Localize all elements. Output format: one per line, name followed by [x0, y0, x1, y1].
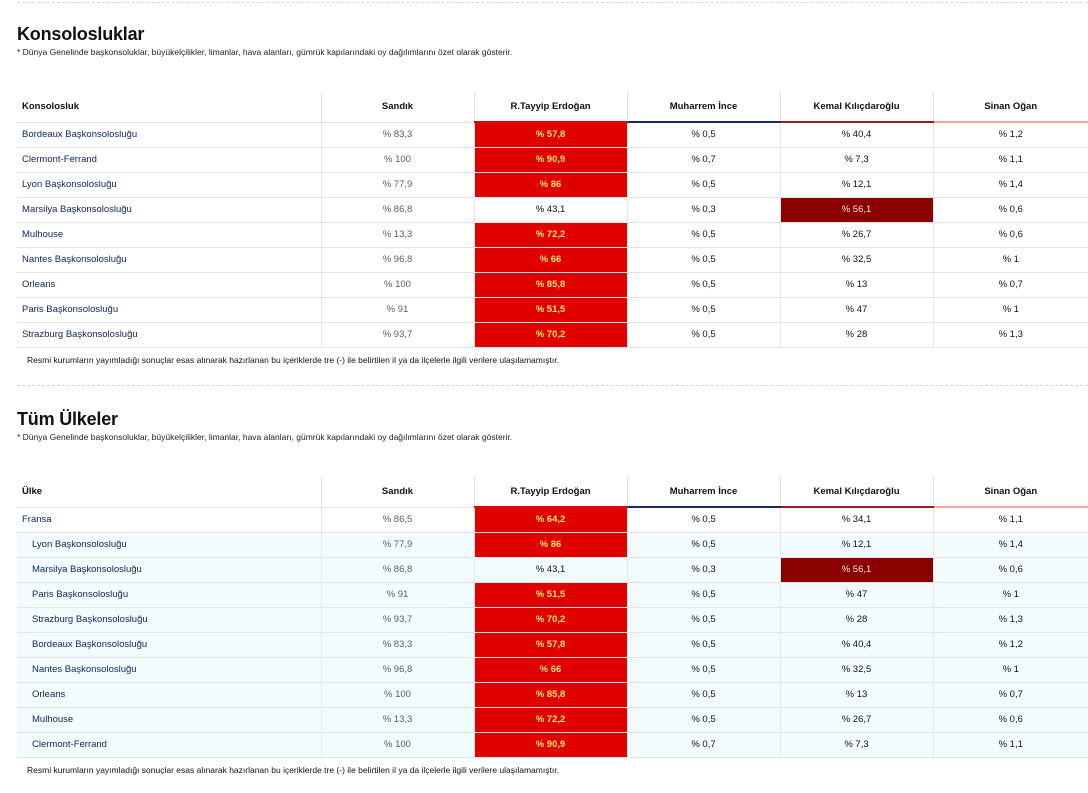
column-header-sandik[interactable]: Sandık [321, 92, 474, 122]
ince-cell: % 0,5 [627, 682, 780, 707]
table-row[interactable] [17, 147, 1088, 172]
sandik-cell: % 77,9 [321, 532, 474, 557]
top-divider [17, 2, 1088, 3]
column-header-ulke[interactable]: Ülke [17, 477, 321, 507]
ogan-cell: % 0,6 [933, 707, 1088, 732]
table-row[interactable] [17, 732, 1088, 757]
ince-cell: % 0,5 [627, 122, 780, 147]
kilicdaroglu-cell: % 47 [780, 582, 933, 607]
table-row[interactable] [17, 297, 1088, 322]
sandik-cell: % 96,8 [321, 657, 474, 682]
section-subtitle-konsolosluklar: * Dünya Genelinde başkonsoluklar, büyükelçilikler, limanlar, hava alanları, gümrük kapılarındaki oy dağılımlarını özet olarak gösterir. [17, 47, 513, 57]
kilicdaroglu-cell: % 47 [780, 297, 933, 322]
erdogan-cell: % 66 [474, 247, 627, 272]
table-row[interactable] [17, 247, 1088, 272]
sandik-cell: % 100 [321, 147, 474, 172]
kilicdaroglu-cell: % 26,7 [780, 222, 933, 247]
ince-cell: % 0,5 [627, 607, 780, 632]
location-name-link[interactable]: Marsilya Başkonsolosluğu [17, 197, 321, 222]
sandik-cell: % 86,8 [321, 197, 474, 222]
erdogan-cell: % 70,2 [474, 322, 627, 347]
erdogan-cell: % 90,9 [474, 147, 627, 172]
table-row[interactable] [17, 607, 1088, 632]
kilicdaroglu-cell: % 40,4 [780, 122, 933, 147]
location-name-link[interactable]: Nantes Başkonsolosluğu [17, 247, 321, 272]
erdogan-cell: % 85,8 [474, 682, 627, 707]
kilicdaroglu-cell: % 34,1 [780, 507, 933, 532]
ogan-cell: % 1,3 [933, 607, 1088, 632]
sandik-cell: % 86,8 [321, 557, 474, 582]
erdogan-cell: % 72,2 [474, 222, 627, 247]
table-row[interactable] [17, 222, 1088, 247]
location-name-link[interactable]: Mulhouse [17, 222, 321, 247]
location-name-link[interactable]: Clermont-Ferrand [17, 147, 321, 172]
erdogan-cell: % 57,8 [474, 122, 627, 147]
location-name-link[interactable]: Bordeaux Başkonsolosluğu [17, 632, 321, 657]
section-divider [17, 385, 1088, 386]
ogan-cell: % 1,2 [933, 122, 1088, 147]
sandik-cell: % 100 [321, 682, 474, 707]
erdogan-cell: % 86 [474, 532, 627, 557]
column-header-kilicdaroglu[interactable]: Kemal Kılıçdaroğlu [780, 92, 933, 122]
location-name-link[interactable]: Lyon Başkonsolosluğu [17, 172, 321, 197]
kilicdaroglu-cell: % 40,4 [780, 632, 933, 657]
location-name-link[interactable]: Bordeaux Başkonsolosluğu [17, 122, 321, 147]
column-header-erdogan[interactable]: R.Tayyip Erdoğan [474, 92, 627, 122]
konsolosluk-results-table [17, 92, 1088, 348]
table-row[interactable] [17, 582, 1088, 607]
column-header-kilicdaroglu[interactable]: Kemal Kılıçdaroğlu [780, 477, 933, 507]
ince-cell: % 0,3 [627, 557, 780, 582]
kilicdaroglu-cell: % 12,1 [780, 532, 933, 557]
disclaimer-note-konsolosluklar: Resmi kurumların yayımladığı sonuçlar esas alınarak hazırlanan bu içeriklerde tre (-) ile belirtilen il ya da ilçelerle ilgili verilere ulaşılamamıştır. [27, 355, 559, 365]
ince-cell: % 0,5 [627, 582, 780, 607]
ince-cell: % 0,5 [627, 172, 780, 197]
ogan-cell: % 1 [933, 657, 1088, 682]
location-name-link[interactable]: Orleans [17, 682, 321, 707]
disclaimer-note-tum-ulkeler: Resmi kurumların yayımladığı sonuçlar esas alınarak hazırlanan bu içeriklerde tre (-) ile belirtilen il ya da ilçelerle ilgili verilere ulaşılamamıştır. [27, 765, 559, 775]
column-header-konsolosluk[interactable]: Konsolosluk [17, 92, 321, 122]
sandik-cell: % 93,7 [321, 607, 474, 632]
erdogan-cell: % 43,1 [474, 197, 627, 222]
table-row[interactable] [17, 657, 1088, 682]
ince-cell: % 0,5 [627, 507, 780, 532]
table-row[interactable] [17, 632, 1088, 657]
location-name-link[interactable]: Nantes Başkonsolosluğu [17, 657, 321, 682]
table-header-row [17, 477, 1088, 507]
kilicdaroglu-cell: % 26,7 [780, 707, 933, 732]
section-title-tum-ulkeler: Tüm Ülkeler [17, 409, 118, 429]
column-header-ince[interactable]: Muharrem İnce [627, 92, 780, 122]
ince-cell: % 0,5 [627, 297, 780, 322]
sandik-cell: % 93,7 [321, 322, 474, 347]
location-name-link[interactable]: Paris Başkonsolosluğu [17, 582, 321, 607]
ince-cell: % 0,7 [627, 732, 780, 757]
ogan-cell: % 0,6 [933, 222, 1088, 247]
table-row[interactable] [17, 532, 1088, 557]
ince-cell: % 0,5 [627, 272, 780, 297]
ogan-cell: % 0,6 [933, 197, 1088, 222]
ogan-cell: % 1,1 [933, 147, 1088, 172]
location-name-link[interactable]: Orleans [17, 272, 321, 297]
location-name-link[interactable]: Strazburg Başkonsolosluğu [17, 322, 321, 347]
table-row[interactable] [17, 172, 1088, 197]
sandik-cell: % 100 [321, 732, 474, 757]
table-row[interactable] [17, 197, 1088, 222]
table-body [17, 122, 1088, 347]
ogan-cell: % 1,4 [933, 532, 1088, 557]
sandik-cell: % 13,3 [321, 222, 474, 247]
kilicdaroglu-cell: % 32,5 [780, 657, 933, 682]
ogan-cell: % 0,7 [933, 272, 1088, 297]
table-row[interactable] [17, 707, 1088, 732]
table-row[interactable] [17, 272, 1088, 297]
sandik-cell: % 96,8 [321, 247, 474, 272]
ince-cell: % 0,5 [627, 707, 780, 732]
kilicdaroglu-cell: % 13 [780, 272, 933, 297]
section-title-konsolosluklar: Konsolosluklar [17, 24, 145, 44]
column-header-ogan[interactable]: Sinan Oğan [933, 477, 1088, 507]
ince-cell: % 0,5 [627, 247, 780, 272]
ogan-cell: % 1,3 [933, 322, 1088, 347]
location-name-link[interactable]: Mulhouse [17, 707, 321, 732]
ogan-cell: % 1,1 [933, 507, 1088, 532]
erdogan-cell: % 64,2 [474, 507, 627, 532]
sandik-cell: % 83,3 [321, 122, 474, 147]
erdogan-cell: % 43,1 [474, 557, 627, 582]
ogan-cell: % 1 [933, 297, 1088, 322]
table-header-row [17, 92, 1088, 122]
erdogan-cell: % 66 [474, 657, 627, 682]
erdogan-cell: % 90,9 [474, 732, 627, 757]
kilicdaroglu-cell: % 56,1 [780, 557, 933, 582]
sandik-cell: % 83,3 [321, 632, 474, 657]
kilicdaroglu-cell: % 7,3 [780, 732, 933, 757]
location-name-link[interactable]: Lyon Başkonsolosluğu [17, 532, 321, 557]
section-subtitle-tum-ulkeler: * Dünya Genelinde başkonsoluklar, büyükelçilikler, limanlar, hava alanları, gümrük kapılarındaki oy dağılımlarını özet olarak gösterir. [17, 432, 513, 442]
erdogan-cell: % 70,2 [474, 607, 627, 632]
table-body [17, 507, 1088, 757]
column-header-ogan[interactable]: Sinan Oğan [933, 92, 1088, 122]
ince-cell: % 0,3 [627, 197, 780, 222]
sandik-cell: % 77,9 [321, 172, 474, 197]
location-name-link[interactable]: Paris Başkonsolosluğu [17, 297, 321, 322]
kilicdaroglu-cell: % 7,3 [780, 147, 933, 172]
ince-cell: % 0,7 [627, 147, 780, 172]
kilicdaroglu-cell: % 32,5 [780, 247, 933, 272]
erdogan-cell: % 85,8 [474, 272, 627, 297]
column-header-erdogan[interactable]: R.Tayyip Erdoğan [474, 477, 627, 507]
erdogan-cell: % 51,5 [474, 582, 627, 607]
kilicdaroglu-cell: % 56,1 [780, 197, 933, 222]
ogan-cell: % 0,7 [933, 682, 1088, 707]
ince-cell: % 0,5 [627, 632, 780, 657]
kilicdaroglu-cell: % 12,1 [780, 172, 933, 197]
location-name-link[interactable]: Fransa [17, 507, 321, 532]
ogan-cell: % 1,1 [933, 732, 1088, 757]
location-name-link[interactable]: Strazburg Başkonsolosluğu [17, 607, 321, 632]
country-row[interactable] [17, 507, 1088, 532]
ince-cell: % 0,5 [627, 532, 780, 557]
sandik-cell: % 13,3 [321, 707, 474, 732]
location-name-link[interactable]: Clermont-Ferrand [17, 732, 321, 757]
sandik-cell: % 91 [321, 582, 474, 607]
erdogan-cell: % 86 [474, 172, 627, 197]
ogan-cell: % 1 [933, 582, 1088, 607]
ince-cell: % 0,5 [627, 322, 780, 347]
column-header-sandik[interactable]: Sandık [321, 477, 474, 507]
kilicdaroglu-cell: % 28 [780, 607, 933, 632]
sandik-cell: % 100 [321, 272, 474, 297]
column-header-ince[interactable]: Muharrem İnce [627, 477, 780, 507]
ogan-cell: % 0,6 [933, 557, 1088, 582]
table-row[interactable] [17, 557, 1088, 582]
location-name-link[interactable]: Marsilya Başkonsolosluğu [17, 557, 321, 582]
table-row[interactable] [17, 122, 1088, 147]
erdogan-cell: % 51,5 [474, 297, 627, 322]
kilicdaroglu-cell: % 28 [780, 322, 933, 347]
ulke-results-table [17, 477, 1088, 758]
erdogan-cell: % 72,2 [474, 707, 627, 732]
ince-cell: % 0,5 [627, 657, 780, 682]
sandik-cell: % 91 [321, 297, 474, 322]
ogan-cell: % 1 [933, 247, 1088, 272]
sandik-cell: % 86,5 [321, 507, 474, 532]
table-row[interactable] [17, 682, 1088, 707]
ogan-cell: % 1,4 [933, 172, 1088, 197]
kilicdaroglu-cell: % 13 [780, 682, 933, 707]
table-row[interactable] [17, 322, 1088, 347]
ince-cell: % 0,5 [627, 222, 780, 247]
erdogan-cell: % 57,8 [474, 632, 627, 657]
ogan-cell: % 1,2 [933, 632, 1088, 657]
